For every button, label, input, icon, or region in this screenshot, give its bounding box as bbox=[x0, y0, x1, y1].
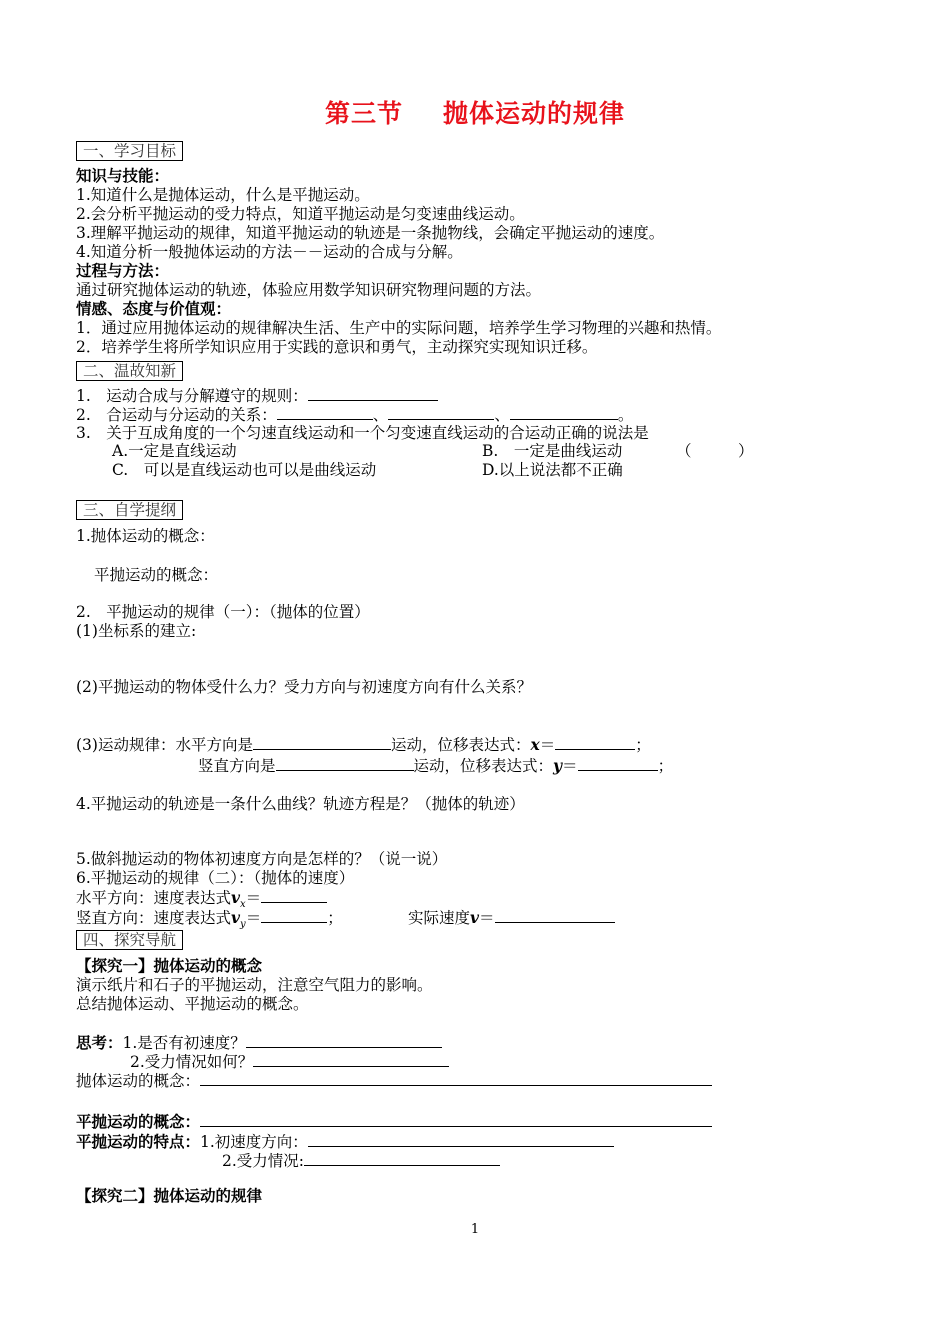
option-b: B. 一定是曲线运动 bbox=[482, 442, 623, 460]
emotion-item: 2．培养学生将所学知识应用于实践的意识和勇气，主动探究实现知识迁移。 bbox=[76, 338, 598, 356]
answer-blank[interactable] bbox=[200, 1071, 712, 1086]
outline-item: 2. 平抛运动的规律（一）：（抛体的位置） bbox=[76, 603, 370, 621]
explore-text: 总结抛体运动、平抛运动的概念。 bbox=[76, 995, 309, 1013]
review-question-3: 3. 关于互成角度的一个匀速直线运动和一个匀变速直线运动的合运动正确的说法是 bbox=[76, 424, 649, 442]
answer-paren[interactable]: （ ） bbox=[676, 442, 754, 460]
answer-blank[interactable] bbox=[308, 1132, 614, 1147]
answer-blank[interactable] bbox=[200, 1112, 712, 1127]
feature-force: 2.受力情况: bbox=[222, 1151, 500, 1171]
think-question-1: 思考：1.是否有初速度？ bbox=[76, 1033, 442, 1053]
answer-blank[interactable] bbox=[308, 386, 438, 401]
velocity-horizontal: 水平方向：速度表达式$v_x=$ bbox=[76, 888, 327, 914]
answer-blank[interactable] bbox=[246, 1033, 442, 1048]
goal-item: 1.知道什么是抛体运动，什么是平抛运动。 bbox=[76, 186, 370, 204]
process-heading: 过程与方法： bbox=[76, 262, 170, 280]
think-question-2: 2.受力情况如何？ bbox=[130, 1052, 449, 1072]
answer-blank[interactable] bbox=[555, 735, 635, 750]
answer-blank[interactable] bbox=[304, 1151, 500, 1166]
option-a: A.一定是直线运动 bbox=[112, 442, 237, 460]
outline-item: 6.平抛运动的规律（二）：（抛体的速度） bbox=[76, 869, 355, 887]
explore-heading-1: 【探究一】抛体运动的概念 bbox=[76, 957, 263, 975]
velocity-vertical: 竖直方向：速度表达式$v_y=$ ； bbox=[76, 908, 343, 931]
emotion-item: 1．通过应用抛体运动的规律解决生活、生产中的实际问题，培养学生学习物理的兴趣和热情。 bbox=[76, 319, 722, 337]
goal-item: 4.知道分析一般抛体运动的方法－－运动的合成与分解。 bbox=[76, 243, 463, 261]
answer-blank[interactable] bbox=[510, 405, 618, 420]
section-label-outline: 三、自学提纲 bbox=[76, 500, 183, 520]
answer-blank[interactable] bbox=[277, 405, 373, 420]
answer-blank[interactable] bbox=[253, 1052, 449, 1067]
option-c: C. 可以是直线运动也可以是曲线运动 bbox=[112, 461, 377, 479]
explore-heading-2: 【探究二】抛体运动的规律 bbox=[76, 1187, 263, 1205]
answer-blank[interactable] bbox=[276, 756, 414, 771]
section-label-review: 二、温故知新 bbox=[76, 361, 183, 381]
outline-item: 平抛运动的概念： bbox=[94, 566, 219, 584]
section-label-goals: 一、学习目标 bbox=[76, 141, 183, 161]
explore-text: 演示纸片和石子的平抛运动，注意空气阻力的影响。 bbox=[76, 976, 433, 994]
option-d: D.以上说法都不正确 bbox=[482, 461, 623, 479]
outline-item: 1.抛体运动的概念： bbox=[76, 527, 215, 545]
goal-item: 2.会分析平抛运动的受力特点，知道平抛运动是匀变速曲线运动。 bbox=[76, 205, 525, 223]
horizontal-projectile-features: 平抛运动的特点：1.初速度方向： bbox=[76, 1132, 614, 1152]
process-item: 通过研究抛体运动的轨迹，体验应用数学知识研究物理问题的方法。 bbox=[76, 281, 542, 299]
outline-item: (2)平抛运动的物体受什么力？受力方向与初速度方向有什么关系？ bbox=[76, 678, 532, 696]
horizontal-law: (3)运动规律：水平方向是 运动，位移表达式：x＝ ； bbox=[76, 735, 651, 754]
answer-blank[interactable] bbox=[253, 735, 391, 750]
page-title: 第三节 抛体运动的规律 bbox=[324, 99, 626, 128]
goal-item: 3.理解平抛运动的规律，知道平抛运动的轨迹是一条抛物线，会确定平抛运动的速度。 bbox=[76, 224, 665, 242]
outline-item: 5.做斜抛运动的物体初速度方向是怎样的？（说一说） bbox=[76, 850, 448, 868]
review-question-1: 1. 运动合成与分解遵守的规则： bbox=[76, 386, 438, 406]
emotion-heading: 情感、态度与价值观： bbox=[76, 300, 232, 318]
answer-blank[interactable] bbox=[261, 908, 327, 923]
vertical-law: 竖直方向是 运动，位移表达式：y＝ ； bbox=[198, 756, 674, 775]
answer-blank[interactable] bbox=[261, 888, 327, 903]
actual-velocity: 实际速度v＝ bbox=[408, 908, 615, 928]
outline-item: 4.平抛运动的轨迹是一条什么曲线？轨迹方程是？（抛体的轨迹） bbox=[76, 795, 525, 813]
section-label-explore: 四、探究导航 bbox=[76, 930, 183, 950]
answer-blank[interactable] bbox=[495, 908, 615, 923]
knowledge-heading: 知识与技能： bbox=[76, 167, 170, 185]
answer-blank[interactable] bbox=[388, 405, 494, 420]
horizontal-projectile-concept: 平抛运动的概念： bbox=[76, 1112, 712, 1132]
review-question-2: 2. 合运动与分运动的关系： 、 、 。 bbox=[76, 406, 634, 424]
projectile-concept: 抛体运动的概念： bbox=[76, 1071, 712, 1091]
outline-item: (1)坐标系的建立: bbox=[76, 622, 197, 640]
answer-blank[interactable] bbox=[578, 756, 658, 771]
page-number: 1 bbox=[470, 1222, 480, 1237]
